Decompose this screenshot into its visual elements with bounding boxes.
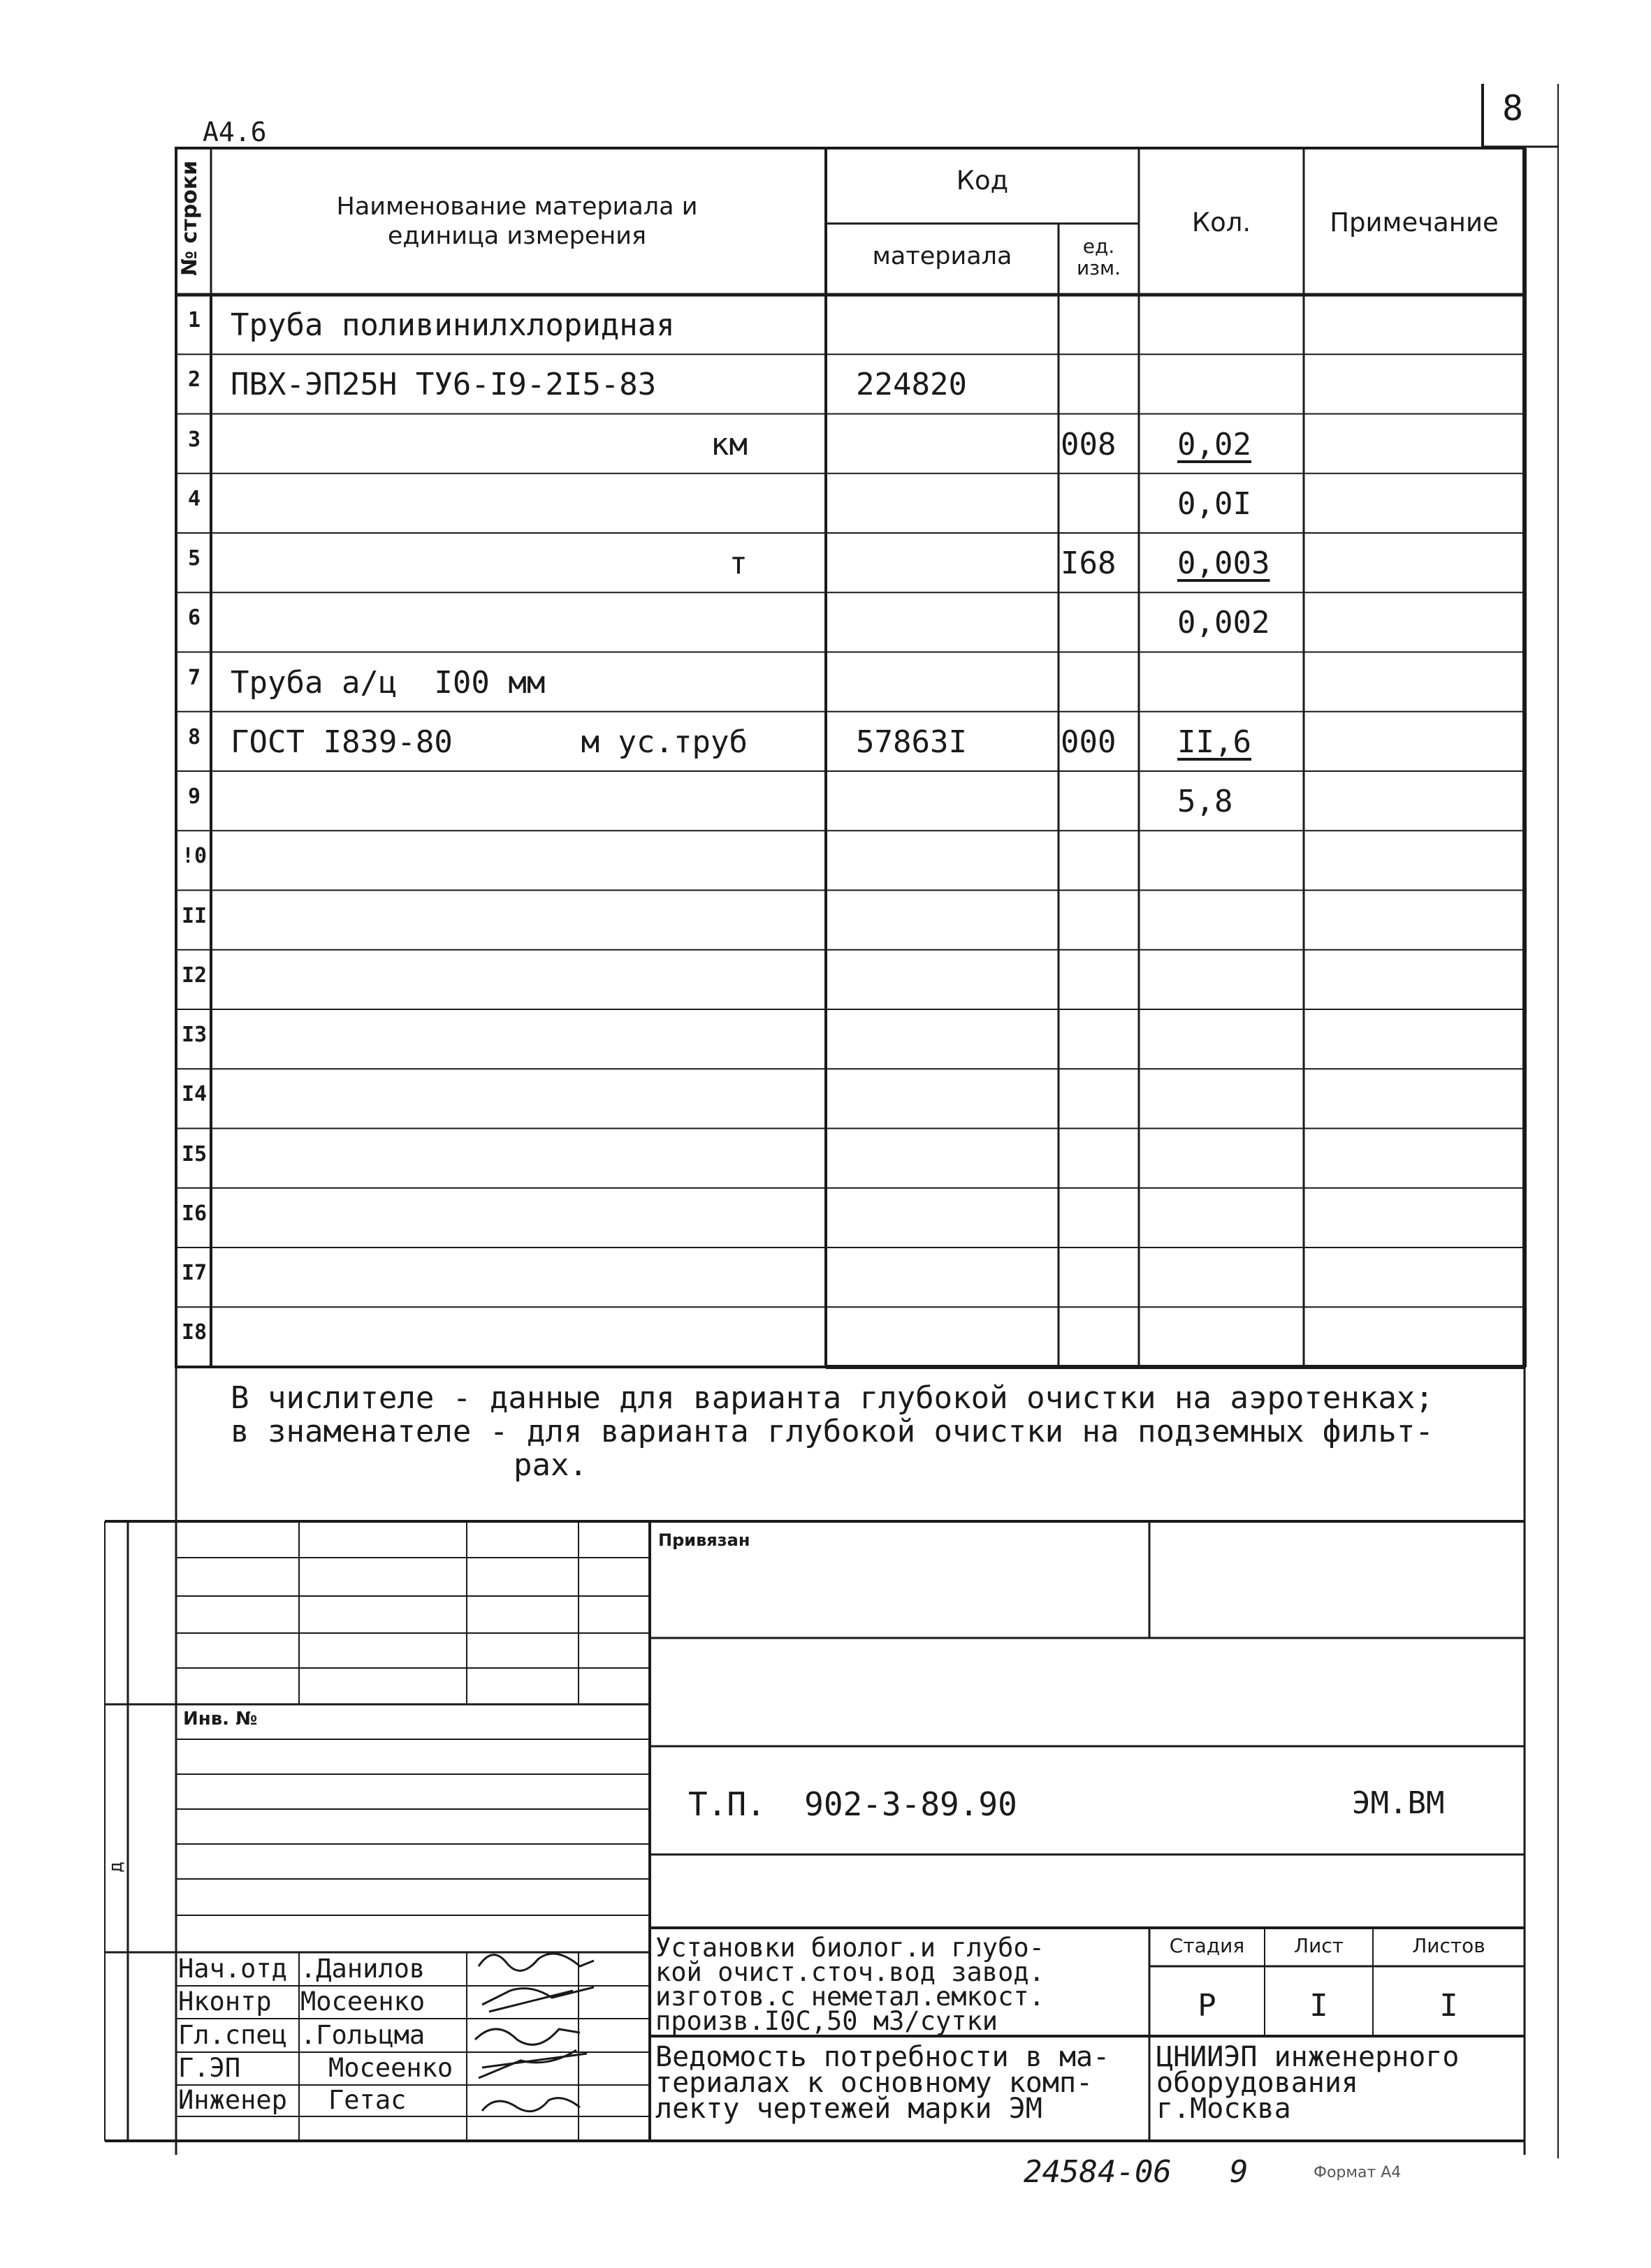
document-name-line-1: Ведомость потребности в ма- xyxy=(655,2041,1110,2073)
signer-name: Мосеенко xyxy=(328,2053,453,2083)
row-number: 7 xyxy=(187,665,201,690)
signer-role: Нач.отд xyxy=(178,1954,287,1984)
format-label: Формат А4 xyxy=(1314,2164,1402,2181)
column-header-quantity: Кол. xyxy=(1191,207,1251,237)
privyazan-label: Привязан xyxy=(658,1530,750,1550)
signer-role: Инженер xyxy=(178,2085,287,2115)
handwritten-number: 9 xyxy=(1230,2154,1249,2190)
quantity: 0,002 xyxy=(1177,605,1270,641)
organization-line-2: оборудования xyxy=(1156,2067,1358,2099)
row-number: 4 xyxy=(187,486,201,511)
row-number: 8 xyxy=(187,724,201,749)
material-name: ГОСТ I839-80 xyxy=(231,724,453,760)
sheets-label: Листов xyxy=(1412,1934,1485,1957)
document-code: Т.П. 902-3-89.90 xyxy=(688,1785,1017,1823)
material-name: ПВХ-ЭП25Н ТУ6-I9-2I5-83 xyxy=(231,367,657,403)
quantity: 0,003 xyxy=(1177,546,1270,581)
row-number: 6 xyxy=(187,606,201,631)
column-header-row-number: № строки xyxy=(177,160,202,276)
organization-line-3: г.Москва xyxy=(1156,2093,1291,2125)
row-number: I6 xyxy=(181,1201,208,1226)
sheet-value: I xyxy=(1309,1988,1328,2024)
material-code: 57863I xyxy=(856,724,967,760)
row-number: I3 xyxy=(181,1023,208,1047)
project-title-line-1: Установки биолог.и глубо- xyxy=(655,1933,1045,1963)
signer-role: Гл.спец xyxy=(178,2020,287,2050)
row-number: 3 xyxy=(187,427,201,452)
inventory-number-label: Инв. № xyxy=(183,1709,258,1729)
project-title-line-3: изготов.с неметал.емкост. xyxy=(655,1982,1045,2012)
signer-name: .Данилов xyxy=(300,1954,426,1984)
sheet-label: Лист xyxy=(1294,1934,1344,1957)
material-name: Труба а/ц I00 мм xyxy=(231,664,546,701)
page-number: 8 xyxy=(1502,88,1524,129)
sheets-value: I xyxy=(1439,1988,1458,2024)
format-note: А4.6 xyxy=(203,117,267,147)
row-number: I8 xyxy=(181,1320,208,1345)
signer-name: .Гольцма xyxy=(300,2020,426,2050)
document-name-line-2: териалах к основному комп- xyxy=(655,2067,1093,2099)
row-number: I7 xyxy=(181,1261,208,1285)
side-mark: д xyxy=(105,1861,126,1873)
signer-role: Г.ЭП xyxy=(178,2053,241,2083)
row-number: 1 xyxy=(187,308,201,332)
column-header-code-unit: ед. изм. xyxy=(1076,235,1121,279)
project-title-line-2: кой очист.сточ.вод завод. xyxy=(655,1957,1045,1987)
row-number: 2 xyxy=(187,367,201,393)
quantity: 5,8 xyxy=(1177,784,1233,819)
stage-value: Р xyxy=(1198,1988,1216,2024)
note-line-2: в знаменателе - для варианта глубокой очистки на подземных фильт- xyxy=(231,1414,1434,1449)
unit-label: м ус.труб xyxy=(581,724,748,760)
column-header-name: Наименование материала и единица измерения xyxy=(336,193,698,250)
row-number: 9 xyxy=(187,784,201,809)
signer-role: Нконтр xyxy=(178,1987,272,2017)
row-number: !0 xyxy=(181,844,208,869)
column-header-code: Код xyxy=(956,166,1009,196)
material-code: 224820 xyxy=(856,367,967,403)
document-mark: ЭМ.ВМ xyxy=(1352,1785,1445,1821)
stage-label: Стадия xyxy=(1169,1934,1245,1957)
row-number: I4 xyxy=(181,1082,208,1107)
project-title-line-4: произв.I0С,50 м3/сутки xyxy=(655,2006,998,2036)
unit-code: I68 xyxy=(1061,546,1117,581)
organization-line-1: ЦНИИЭП инженерного xyxy=(1156,2041,1460,2073)
row-number: I2 xyxy=(181,963,208,988)
column-header-code-material: материала xyxy=(872,242,1012,270)
quantity: 0,0I xyxy=(1177,485,1251,522)
unit-label: т xyxy=(729,546,748,581)
note-line-1: В числителе - данные для варианта глубокой очистки на аэротенках; xyxy=(231,1380,1434,1416)
column-header-note: Примечание xyxy=(1330,207,1499,237)
signer-name: Мосеенко xyxy=(300,1987,426,2017)
archive-number: 24584-06 xyxy=(1024,2154,1172,2190)
row-number: II xyxy=(181,903,208,928)
row-number: I5 xyxy=(181,1141,208,1166)
signature-scribbles xyxy=(475,1954,594,2112)
signer-name: Гетас xyxy=(328,2085,407,2115)
unit-code: 000 xyxy=(1061,724,1117,760)
quantity: II,6 xyxy=(1177,724,1251,760)
unit-code: 008 xyxy=(1061,426,1117,462)
document-name-line-3: лекту чертежей марки ЭМ xyxy=(655,2093,1042,2125)
quantity: 0,02 xyxy=(1177,426,1251,462)
note-line-3: рах. xyxy=(514,1447,588,1483)
unit-label: км xyxy=(711,426,748,462)
row-number: 5 xyxy=(187,546,201,571)
material-name: Труба поливинилхлоридная xyxy=(231,307,675,343)
